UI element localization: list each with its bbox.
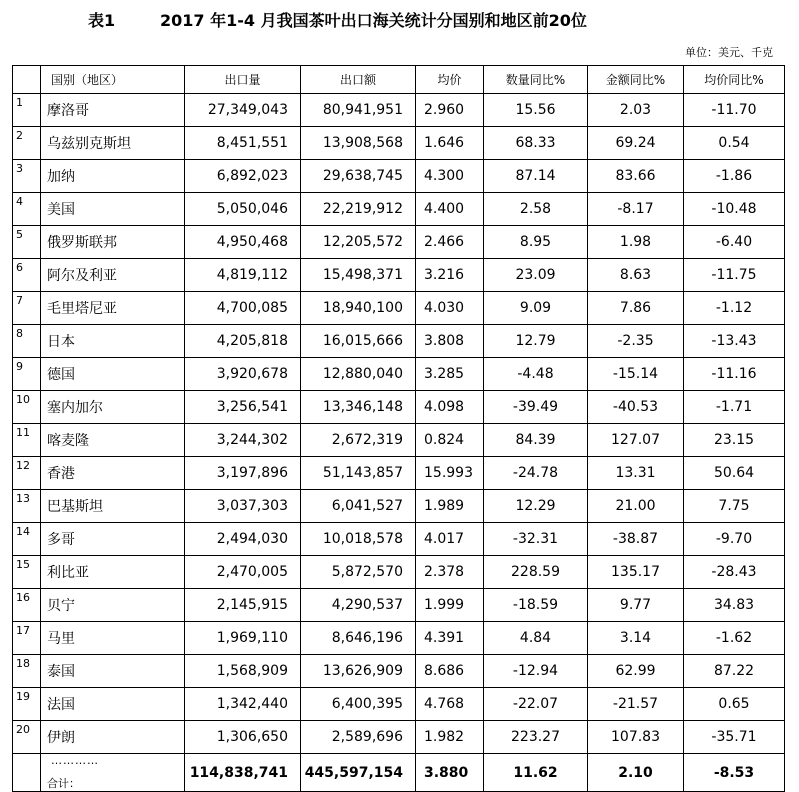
row-index: 13 — [13, 490, 41, 523]
amount-yoy-cell: -40.53 — [588, 391, 684, 424]
row-index: 16 — [13, 589, 41, 622]
table-row — [13, 358, 785, 391]
amount-yoy-cell: -38.87 — [588, 523, 684, 556]
country-cell: 塞内加尔 — [41, 391, 185, 424]
amount-cell: 2,589,696 — [301, 721, 416, 754]
row-index: 8 — [13, 325, 41, 358]
total-price-yoy: -8.53 — [684, 754, 785, 792]
quantity-cell: 2,494,030 — [185, 523, 301, 556]
price-yoy-cell: -35.71 — [684, 721, 785, 754]
quantity-yoy-cell: 23.09 — [484, 259, 588, 292]
total-row — [13, 754, 785, 792]
price-yoy-cell: 0.54 — [684, 127, 785, 160]
price-yoy-cell: 0.65 — [684, 688, 785, 721]
table-row — [13, 391, 785, 424]
price-yoy-cell: -1.12 — [684, 292, 785, 325]
country-cell: 香港 — [41, 457, 185, 490]
table-row — [13, 622, 785, 655]
total-label-cell — [41, 754, 185, 792]
quantity-cell: 1,306,650 — [185, 721, 301, 754]
header-amount: 出口额 — [301, 66, 416, 94]
quantity-cell: 1,342,440 — [185, 688, 301, 721]
price-yoy-cell: -11.75 — [684, 259, 785, 292]
country-cell: 贝宁 — [41, 589, 185, 622]
price-yoy-cell: -10.48 — [684, 193, 785, 226]
country-cell: 泰国 — [41, 655, 185, 688]
amount-yoy-cell: 83.66 — [588, 160, 684, 193]
country-cell: 巴基斯坦 — [41, 490, 185, 523]
table-row — [13, 523, 785, 556]
quantity-yoy-cell: 2.58 — [484, 193, 588, 226]
price-yoy-cell: 23.15 — [684, 424, 785, 457]
amount-yoy-cell: 2.03 — [588, 94, 684, 127]
amount-cell: 5,872,570 — [301, 556, 416, 589]
amount-cell: 22,219,912 — [301, 193, 416, 226]
price-yoy-cell: 50.64 — [684, 457, 785, 490]
price-yoy-cell: -1.62 — [684, 622, 785, 655]
quantity-yoy-cell: -22.07 — [484, 688, 588, 721]
quantity-yoy-cell: 9.09 — [484, 292, 588, 325]
header-quantity: 出口量 — [185, 66, 301, 94]
price-cell: 4.400 — [416, 193, 484, 226]
country-cell: 多哥 — [41, 523, 185, 556]
country-cell: 加纳 — [41, 160, 185, 193]
amount-cell: 10,018,578 — [301, 523, 416, 556]
total-amount: 445,597,154 — [301, 754, 416, 792]
quantity-cell: 27,349,043 — [185, 94, 301, 127]
table-row — [13, 457, 785, 490]
amount-yoy-cell: 135.17 — [588, 556, 684, 589]
price-yoy-cell: -13.43 — [684, 325, 785, 358]
amount-cell: 29,638,745 — [301, 160, 416, 193]
country-cell: 俄罗斯联邦 — [41, 226, 185, 259]
amount-cell: 13,626,909 — [301, 655, 416, 688]
amount-yoy-cell: 9.77 — [588, 589, 684, 622]
total-quantity: 114,838,741 — [185, 754, 301, 792]
header-quantity-yoy: 数量同比% — [484, 66, 588, 94]
quantity-cell: 1,568,909 — [185, 655, 301, 688]
row-index: 14 — [13, 523, 41, 556]
row-index: 3 — [13, 160, 41, 193]
price-cell: 0.824 — [416, 424, 484, 457]
amount-yoy-cell: -21.57 — [588, 688, 684, 721]
row-index: 18 — [13, 655, 41, 688]
amount-yoy-cell: 3.14 — [588, 622, 684, 655]
row-index: 10 — [13, 391, 41, 424]
price-cell: 3.216 — [416, 259, 484, 292]
row-index: 19 — [13, 688, 41, 721]
amount-yoy-cell: 21.00 — [588, 490, 684, 523]
price-yoy-cell: -1.71 — [684, 391, 785, 424]
row-index: 2 — [13, 127, 41, 160]
header-amount-yoy: 金额同比% — [588, 66, 684, 94]
header-country: 国别（地区） — [41, 66, 185, 94]
row-index: 17 — [13, 622, 41, 655]
amount-yoy-cell: 8.63 — [588, 259, 684, 292]
country-cell: 美国 — [41, 193, 185, 226]
table-row — [13, 226, 785, 259]
table-label: 表1 — [88, 11, 116, 30]
amount-yoy-cell: 127.07 — [588, 424, 684, 457]
quantity-yoy-cell: 68.33 — [484, 127, 588, 160]
quantity-yoy-cell: 84.39 — [484, 424, 588, 457]
quantity-yoy-cell: -24.78 — [484, 457, 588, 490]
quantity-cell: 3,256,541 — [185, 391, 301, 424]
country-cell: 德国 — [41, 358, 185, 391]
amount-yoy-cell: 62.99 — [588, 655, 684, 688]
amount-cell: 13,908,568 — [301, 127, 416, 160]
quantity-cell: 1,969,110 — [185, 622, 301, 655]
quantity-yoy-cell: 15.56 — [484, 94, 588, 127]
amount-cell: 80,941,951 — [301, 94, 416, 127]
price-yoy-cell: -6.40 — [684, 226, 785, 259]
price-cell: 4.030 — [416, 292, 484, 325]
price-yoy-cell: -11.70 — [684, 94, 785, 127]
row-index: 7 — [13, 292, 41, 325]
table-row — [13, 490, 785, 523]
price-yoy-cell: 87.22 — [684, 655, 785, 688]
amount-yoy-cell: -2.35 — [588, 325, 684, 358]
total-index — [13, 754, 41, 792]
quantity-cell: 3,244,302 — [185, 424, 301, 457]
quantity-cell: 8,451,551 — [185, 127, 301, 160]
row-index: 4 — [13, 193, 41, 226]
price-cell: 1.646 — [416, 127, 484, 160]
country-cell: 阿尔及利亚 — [41, 259, 185, 292]
row-index: 12 — [13, 457, 41, 490]
table-row — [13, 688, 785, 721]
country-cell: 日本 — [41, 325, 185, 358]
quantity-yoy-cell: -32.31 — [484, 523, 588, 556]
price-yoy-cell: -11.16 — [684, 358, 785, 391]
quantity-cell: 2,470,005 — [185, 556, 301, 589]
amount-cell: 4,290,537 — [301, 589, 416, 622]
price-cell: 3.808 — [416, 325, 484, 358]
amount-yoy-cell: -8.17 — [588, 193, 684, 226]
country-cell: 毛里塔尼亚 — [41, 292, 185, 325]
row-index: 6 — [13, 259, 41, 292]
price-cell: 3.285 — [416, 358, 484, 391]
row-index: 5 — [13, 226, 41, 259]
price-cell: 8.686 — [416, 655, 484, 688]
amount-yoy-cell: 7.86 — [588, 292, 684, 325]
quantity-yoy-cell: -39.49 — [484, 391, 588, 424]
quantity-yoy-cell: -18.59 — [484, 589, 588, 622]
table-row — [13, 94, 785, 127]
country-cell: 利比亚 — [41, 556, 185, 589]
price-cell: 2.960 — [416, 94, 484, 127]
row-index: 15 — [13, 556, 41, 589]
quantity-yoy-cell: 4.84 — [484, 622, 588, 655]
price-cell: 15.993 — [416, 457, 484, 490]
quantity-cell: 4,205,818 — [185, 325, 301, 358]
price-yoy-cell: 34.83 — [684, 589, 785, 622]
country-cell: 喀麦隆 — [41, 424, 185, 457]
price-cell: 4.098 — [416, 391, 484, 424]
amount-cell: 6,400,395 — [301, 688, 416, 721]
quantity-cell: 3,197,896 — [185, 457, 301, 490]
table-title-text: 2017 年1-4 月我国茶叶出口海关统计分国别和地区前20位 — [160, 11, 587, 30]
price-cell: 4.017 — [416, 523, 484, 556]
quantity-yoy-cell: 87.14 — [484, 160, 588, 193]
amount-cell: 8,646,196 — [301, 622, 416, 655]
amount-yoy-cell: 1.98 — [588, 226, 684, 259]
table-row — [13, 589, 785, 622]
amount-yoy-cell: 69.24 — [588, 127, 684, 160]
total-price: 3.880 — [416, 754, 484, 792]
row-index: 9 — [13, 358, 41, 391]
amount-cell: 13,346,148 — [301, 391, 416, 424]
unit-note: 单位：美元、千克 — [685, 46, 773, 59]
price-yoy-cell: -1.86 — [684, 160, 785, 193]
total-label: 合计： — [47, 777, 80, 790]
table-row — [13, 259, 785, 292]
quantity-cell: 5,050,046 — [185, 193, 301, 226]
quantity-cell: 4,700,085 — [185, 292, 301, 325]
price-cell: 1.999 — [416, 589, 484, 622]
table-row — [13, 655, 785, 688]
quantity-cell: 4,950,468 — [185, 226, 301, 259]
table-row — [13, 721, 785, 754]
amount-cell: 18,940,100 — [301, 292, 416, 325]
amount-yoy-cell: -15.14 — [588, 358, 684, 391]
amount-cell: 6,041,527 — [301, 490, 416, 523]
table-title — [0, 8, 799, 32]
price-cell: 4.391 — [416, 622, 484, 655]
header-price-yoy: 均价同比% — [684, 66, 785, 94]
table-row — [13, 292, 785, 325]
row-index: 1 — [13, 94, 41, 127]
header-row — [13, 66, 785, 94]
table-row — [13, 193, 785, 226]
quantity-yoy-cell: 12.79 — [484, 325, 588, 358]
country-cell: 乌兹别克斯坦 — [41, 127, 185, 160]
table-row — [13, 556, 785, 589]
country-cell: 伊朗 — [41, 721, 185, 754]
quantity-yoy-cell: 223.27 — [484, 721, 588, 754]
table-row — [13, 160, 785, 193]
total-amount-yoy: 2.10 — [588, 754, 684, 792]
amount-cell: 2,672,319 — [301, 424, 416, 457]
quantity-yoy-cell: 12.29 — [484, 490, 588, 523]
quantity-yoy-cell: -4.48 — [484, 358, 588, 391]
amount-cell: 51,143,857 — [301, 457, 416, 490]
export-table — [12, 65, 785, 792]
country-cell: 法国 — [41, 688, 185, 721]
quantity-yoy-cell: -12.94 — [484, 655, 588, 688]
amount-cell: 15,498,371 — [301, 259, 416, 292]
quantity-cell: 6,892,023 — [185, 160, 301, 193]
amount-cell: 16,015,666 — [301, 325, 416, 358]
amount-yoy-cell: 13.31 — [588, 457, 684, 490]
price-cell: 4.300 — [416, 160, 484, 193]
header-index — [13, 66, 41, 94]
quantity-cell: 4,819,112 — [185, 259, 301, 292]
country-cell: 摩洛哥 — [41, 94, 185, 127]
table-row — [13, 424, 785, 457]
price-yoy-cell: -28.43 — [684, 556, 785, 589]
table-row — [13, 325, 785, 358]
header-price: 均价 — [416, 66, 484, 94]
quantity-yoy-cell: 228.59 — [484, 556, 588, 589]
price-cell: 2.378 — [416, 556, 484, 589]
quantity-yoy-cell: 8.95 — [484, 226, 588, 259]
quantity-cell: 3,920,678 — [185, 358, 301, 391]
quantity-cell: 2,145,915 — [185, 589, 301, 622]
quantity-cell: 3,037,303 — [185, 490, 301, 523]
table-body — [13, 94, 785, 792]
price-yoy-cell: -9.70 — [684, 523, 785, 556]
row-index: 20 — [13, 721, 41, 754]
amount-cell: 12,880,040 — [301, 358, 416, 391]
country-cell: 马里 — [41, 622, 185, 655]
price-cell: 1.982 — [416, 721, 484, 754]
table-row — [13, 127, 785, 160]
total-dots: ………… — [51, 754, 99, 767]
price-cell: 4.768 — [416, 688, 484, 721]
price-cell: 1.989 — [416, 490, 484, 523]
amount-cell: 12,205,572 — [301, 226, 416, 259]
row-index: 11 — [13, 424, 41, 457]
total-quantity-yoy: 11.62 — [484, 754, 588, 792]
price-yoy-cell: 7.75 — [684, 490, 785, 523]
price-cell: 2.466 — [416, 226, 484, 259]
amount-yoy-cell: 107.83 — [588, 721, 684, 754]
